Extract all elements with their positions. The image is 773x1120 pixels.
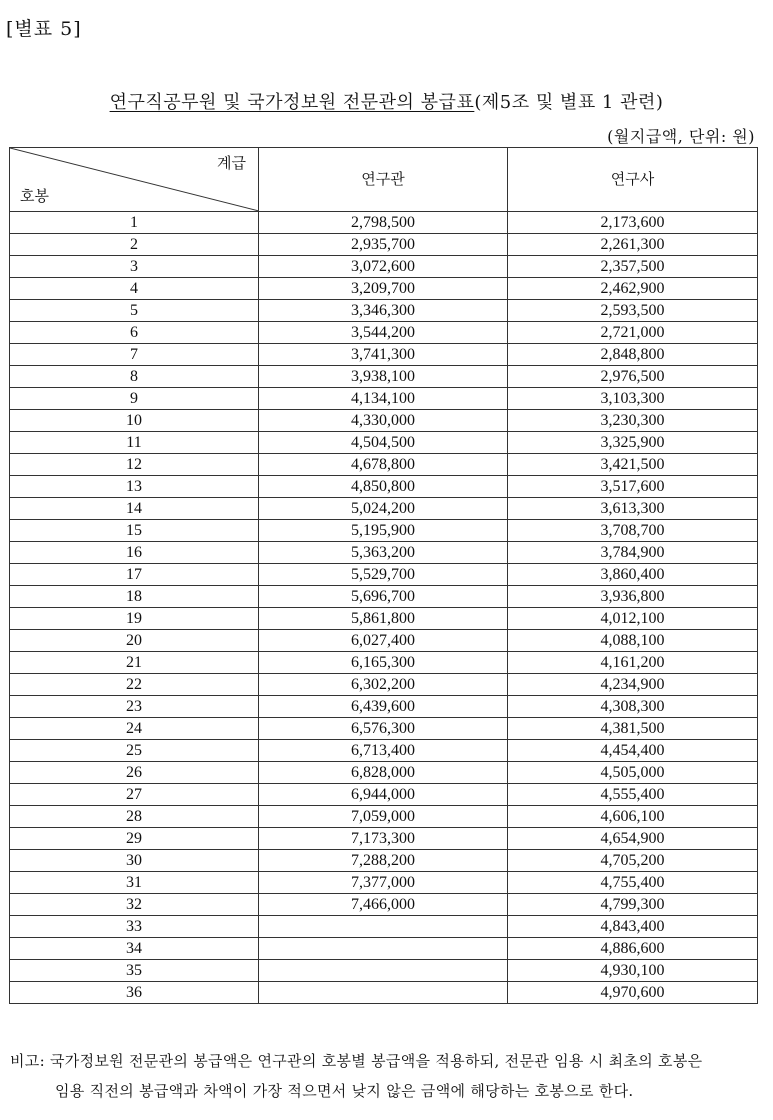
column-header-researcher: 연구사 xyxy=(508,148,758,212)
table-row xyxy=(10,982,758,1004)
step-cell: 21 xyxy=(10,652,259,674)
step-cell: 3 xyxy=(10,256,259,278)
column-header-researcher-senior: 연구관 xyxy=(259,148,508,212)
researcher-salary-cell: 4,654,900 xyxy=(508,828,758,850)
researcher-salary-cell: 3,325,900 xyxy=(508,432,758,454)
researcher-salary-cell: 4,505,000 xyxy=(508,762,758,784)
title-reference: (제5조 및 별표 1 관련) xyxy=(474,92,664,113)
step-cell: 19 xyxy=(10,608,259,630)
table-row xyxy=(10,564,758,586)
attachment-label: [별표 5] xyxy=(6,18,82,40)
step-cell: 29 xyxy=(10,828,259,850)
table-header-row xyxy=(10,148,758,212)
step-cell: 1 xyxy=(10,212,259,234)
senior-researcher-salary-cell: 6,165,300 xyxy=(259,652,508,674)
step-cell: 30 xyxy=(10,850,259,872)
senior-researcher-salary-cell: 3,346,300 xyxy=(259,300,508,322)
step-cell: 10 xyxy=(10,410,259,432)
researcher-salary-cell: 2,976,500 xyxy=(508,366,758,388)
footnote-line-2: 임용 직전의 봉급액과 차액이 가장 적으면서 낮지 않은 금액에 해당하는 호봉으로 한다. xyxy=(55,1082,634,1100)
table-row xyxy=(10,828,758,850)
table-row xyxy=(10,674,758,696)
researcher-salary-cell: 4,555,400 xyxy=(508,784,758,806)
corner-header-cell xyxy=(10,148,259,212)
researcher-salary-cell: 3,708,700 xyxy=(508,520,758,542)
senior-researcher-salary-cell: 6,027,400 xyxy=(259,630,508,652)
table-row xyxy=(10,278,758,300)
step-cell: 13 xyxy=(10,476,259,498)
table-row xyxy=(10,498,758,520)
researcher-salary-cell: 4,161,200 xyxy=(508,652,758,674)
table-row xyxy=(10,234,758,256)
senior-researcher-salary-cell xyxy=(259,960,508,982)
researcher-salary-cell: 4,930,100 xyxy=(508,960,758,982)
senior-researcher-salary-cell: 4,134,100 xyxy=(259,388,508,410)
table-row xyxy=(10,872,758,894)
step-cell: 20 xyxy=(10,630,259,652)
senior-researcher-salary-cell: 6,713,400 xyxy=(259,740,508,762)
researcher-salary-cell: 4,970,600 xyxy=(508,982,758,1004)
researcher-salary-cell: 4,705,200 xyxy=(508,850,758,872)
table-row xyxy=(10,366,758,388)
researcher-salary-cell: 3,103,300 xyxy=(508,388,758,410)
step-cell: 14 xyxy=(10,498,259,520)
researcher-salary-cell: 4,381,500 xyxy=(508,718,758,740)
step-cell: 23 xyxy=(10,696,259,718)
senior-researcher-salary-cell: 4,678,800 xyxy=(259,454,508,476)
senior-researcher-salary-cell: 6,576,300 xyxy=(259,718,508,740)
senior-researcher-salary-cell: 7,173,300 xyxy=(259,828,508,850)
step-cell: 24 xyxy=(10,718,259,740)
researcher-salary-cell: 3,613,300 xyxy=(508,498,758,520)
table-row xyxy=(10,740,758,762)
table-row xyxy=(10,696,758,718)
unit-note: (월지급액, 단위: 원) xyxy=(607,127,755,146)
senior-researcher-salary-cell: 6,302,200 xyxy=(259,674,508,696)
senior-researcher-salary-cell: 5,024,200 xyxy=(259,498,508,520)
table-row xyxy=(10,960,758,982)
step-cell: 17 xyxy=(10,564,259,586)
senior-researcher-salary-cell: 6,944,000 xyxy=(259,784,508,806)
step-cell: 36 xyxy=(10,982,259,1004)
researcher-salary-cell: 4,606,100 xyxy=(508,806,758,828)
senior-researcher-salary-cell: 3,741,300 xyxy=(259,344,508,366)
researcher-salary-cell: 3,784,900 xyxy=(508,542,758,564)
table-row xyxy=(10,938,758,960)
researcher-salary-cell: 4,843,400 xyxy=(508,916,758,938)
researcher-salary-cell: 4,012,100 xyxy=(508,608,758,630)
researcher-salary-cell: 3,421,500 xyxy=(508,454,758,476)
researcher-salary-cell: 4,308,300 xyxy=(508,696,758,718)
researcher-salary-cell: 2,173,600 xyxy=(508,212,758,234)
senior-researcher-salary-cell: 7,377,000 xyxy=(259,872,508,894)
step-cell: 2 xyxy=(10,234,259,256)
table-row xyxy=(10,630,758,652)
table-row xyxy=(10,586,758,608)
senior-researcher-salary-cell: 6,828,000 xyxy=(259,762,508,784)
senior-researcher-salary-cell: 4,504,500 xyxy=(259,432,508,454)
step-cell: 12 xyxy=(10,454,259,476)
table-row xyxy=(10,850,758,872)
senior-researcher-salary-cell: 4,850,800 xyxy=(259,476,508,498)
salary-table xyxy=(9,147,758,1004)
table-row xyxy=(10,916,758,938)
step-cell: 26 xyxy=(10,762,259,784)
step-cell: 11 xyxy=(10,432,259,454)
senior-researcher-salary-cell: 5,696,700 xyxy=(259,586,508,608)
table-row xyxy=(10,520,758,542)
senior-researcher-salary-cell: 5,529,700 xyxy=(259,564,508,586)
step-cell: 22 xyxy=(10,674,259,696)
step-cell: 18 xyxy=(10,586,259,608)
researcher-salary-cell: 3,230,300 xyxy=(508,410,758,432)
table-row xyxy=(10,476,758,498)
step-cell: 6 xyxy=(10,322,259,344)
senior-researcher-salary-cell: 2,798,500 xyxy=(259,212,508,234)
table-row xyxy=(10,718,758,740)
researcher-salary-cell: 3,860,400 xyxy=(508,564,758,586)
step-cell: 5 xyxy=(10,300,259,322)
senior-researcher-salary-cell: 3,938,100 xyxy=(259,366,508,388)
researcher-salary-cell: 2,261,300 xyxy=(508,234,758,256)
step-cell: 27 xyxy=(10,784,259,806)
senior-researcher-salary-cell: 3,544,200 xyxy=(259,322,508,344)
table-body xyxy=(10,212,758,1004)
corner-label-step: 호봉 xyxy=(20,187,49,205)
senior-researcher-salary-cell: 4,330,000 xyxy=(259,410,508,432)
senior-researcher-salary-cell: 5,363,200 xyxy=(259,542,508,564)
table-row xyxy=(10,652,758,674)
senior-researcher-salary-cell: 3,072,600 xyxy=(259,256,508,278)
researcher-salary-cell: 4,755,400 xyxy=(508,872,758,894)
senior-researcher-salary-cell: 7,466,000 xyxy=(259,894,508,916)
senior-researcher-salary-cell xyxy=(259,938,508,960)
table-row xyxy=(10,256,758,278)
table-row xyxy=(10,322,758,344)
corner-label-grade: 계급 xyxy=(217,154,246,172)
table-row xyxy=(10,542,758,564)
step-cell: 15 xyxy=(10,520,259,542)
researcher-salary-cell: 4,799,300 xyxy=(508,894,758,916)
researcher-salary-cell: 2,462,900 xyxy=(508,278,758,300)
step-cell: 7 xyxy=(10,344,259,366)
step-cell: 25 xyxy=(10,740,259,762)
researcher-salary-cell: 4,088,100 xyxy=(508,630,758,652)
researcher-salary-cell: 4,886,600 xyxy=(508,938,758,960)
footnote-line-1: 비고: 국가정보원 전문관의 봉급액은 연구관의 호봉별 봉급액을 적용하되, 전문관 임용 시 최초의 호봉은 xyxy=(10,1052,703,1070)
table-row xyxy=(10,212,758,234)
document-title xyxy=(0,88,773,114)
title-main: 연구직공무원 및 국가정보원 전문관의 봉급표 xyxy=(109,92,475,113)
table-row xyxy=(10,608,758,630)
table-row xyxy=(10,388,758,410)
table-row xyxy=(10,762,758,784)
table-row xyxy=(10,784,758,806)
senior-researcher-salary-cell: 3,209,700 xyxy=(259,278,508,300)
step-cell: 31 xyxy=(10,872,259,894)
senior-researcher-salary-cell: 5,861,800 xyxy=(259,608,508,630)
researcher-salary-cell: 2,721,000 xyxy=(508,322,758,344)
step-cell: 35 xyxy=(10,960,259,982)
researcher-salary-cell: 2,593,500 xyxy=(508,300,758,322)
step-cell: 8 xyxy=(10,366,259,388)
step-cell: 28 xyxy=(10,806,259,828)
senior-researcher-salary-cell: 7,059,000 xyxy=(259,806,508,828)
table-row xyxy=(10,894,758,916)
senior-researcher-salary-cell: 7,288,200 xyxy=(259,850,508,872)
table-row xyxy=(10,806,758,828)
step-cell: 34 xyxy=(10,938,259,960)
footnote xyxy=(10,1046,765,1106)
researcher-salary-cell: 3,936,800 xyxy=(508,586,758,608)
senior-researcher-salary-cell xyxy=(259,916,508,938)
step-cell: 9 xyxy=(10,388,259,410)
senior-researcher-salary-cell xyxy=(259,982,508,1004)
researcher-salary-cell: 3,517,600 xyxy=(508,476,758,498)
researcher-salary-cell: 2,357,500 xyxy=(508,256,758,278)
researcher-salary-cell: 4,234,900 xyxy=(508,674,758,696)
researcher-salary-cell: 2,848,800 xyxy=(508,344,758,366)
table-row xyxy=(10,454,758,476)
researcher-salary-cell: 4,454,400 xyxy=(508,740,758,762)
senior-researcher-salary-cell: 6,439,600 xyxy=(259,696,508,718)
step-cell: 33 xyxy=(10,916,259,938)
table-row xyxy=(10,344,758,366)
step-cell: 16 xyxy=(10,542,259,564)
senior-researcher-salary-cell: 2,935,700 xyxy=(259,234,508,256)
table-row xyxy=(10,432,758,454)
step-cell: 4 xyxy=(10,278,259,300)
senior-researcher-salary-cell: 5,195,900 xyxy=(259,520,508,542)
table-row xyxy=(10,300,758,322)
table-row xyxy=(10,410,758,432)
step-cell: 32 xyxy=(10,894,259,916)
